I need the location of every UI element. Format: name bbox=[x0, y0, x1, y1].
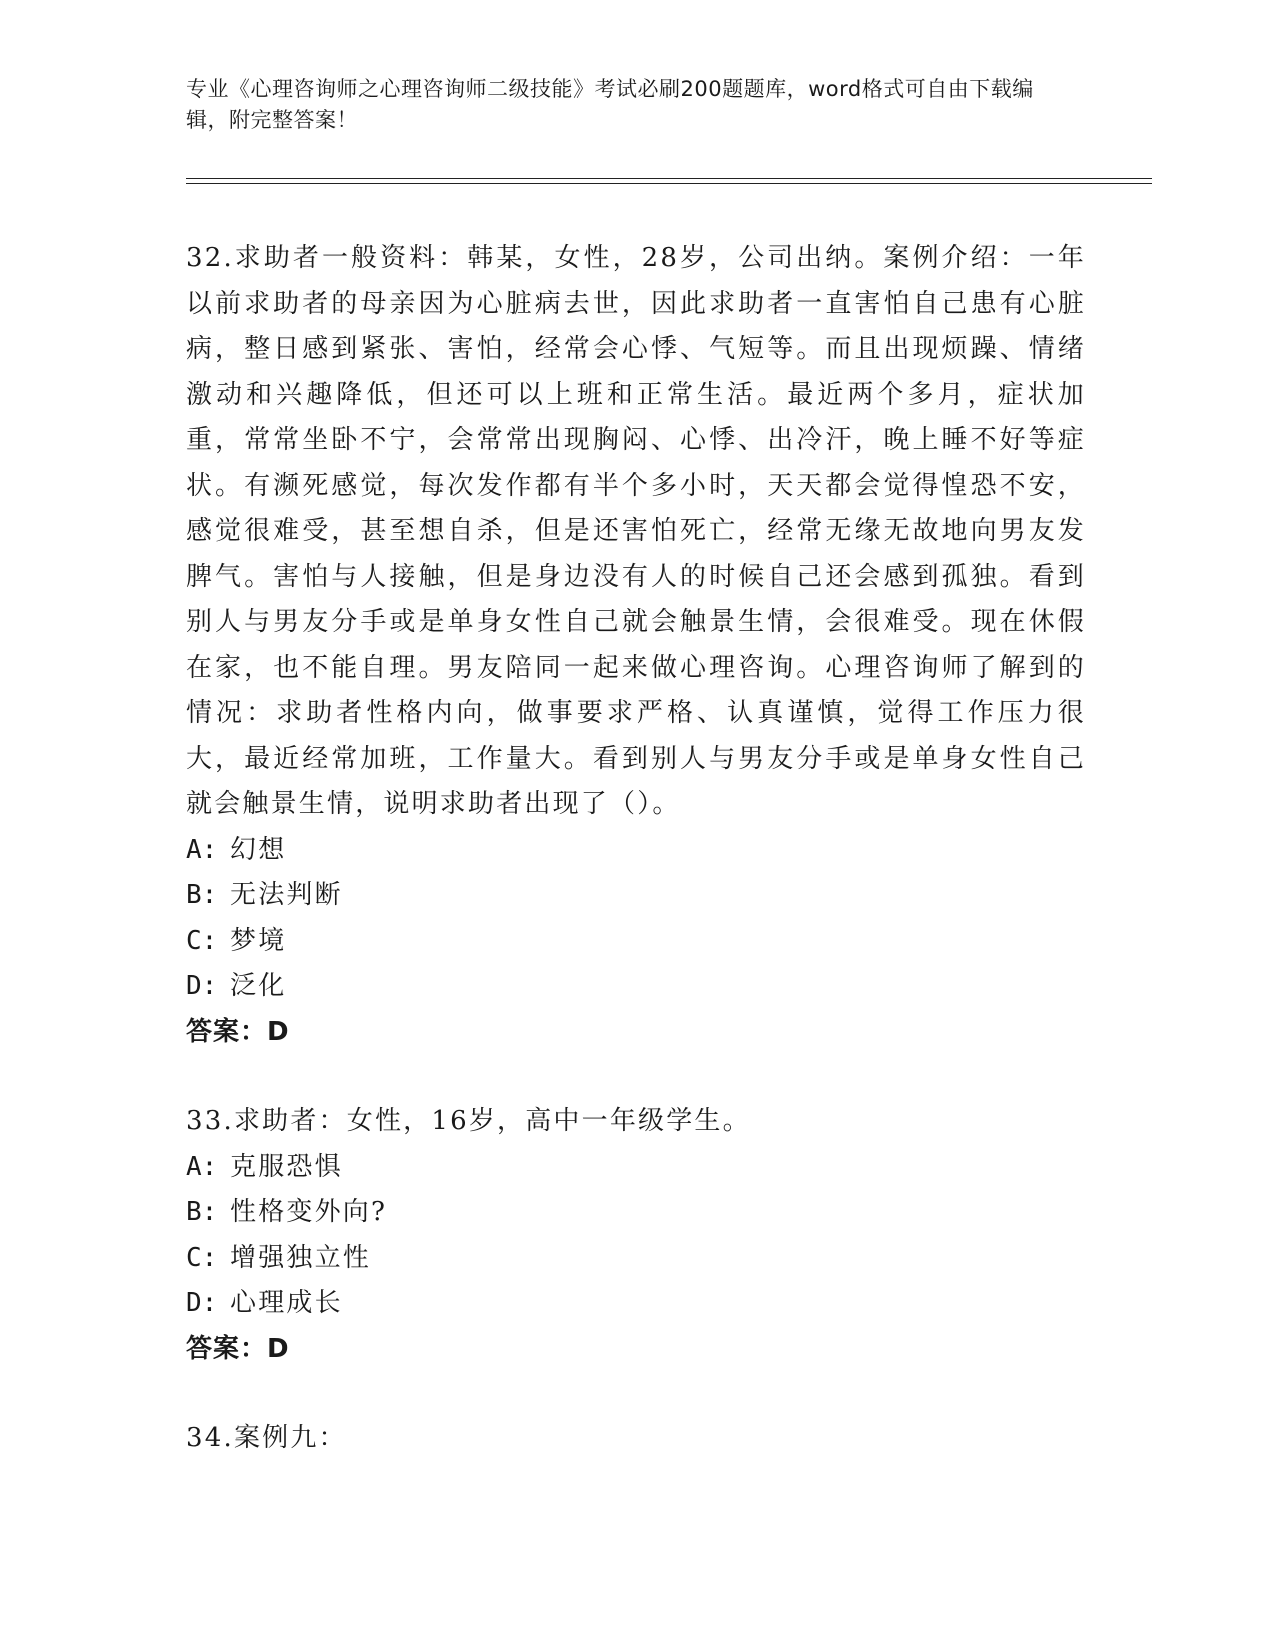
option-text: 克服恐惧 bbox=[230, 1151, 343, 1182]
option-text: 泛化 bbox=[230, 971, 287, 1001]
option-c bbox=[186, 919, 1086, 965]
option-label: D: bbox=[186, 971, 218, 1001]
header-rule-top bbox=[186, 178, 1152, 179]
answer-line: 答案：D bbox=[186, 1333, 290, 1364]
question-spacer bbox=[186, 1055, 1086, 1099]
question-stem: 32.求助者一般资料：韩某，女性，28岁，公司出纳。案例介绍：一年以前求助者的母亲因为心脏病去世，因此求助者一直害怕自己患有心脏病，整日感到紧张、害怕，经常会心悸、气短等。而且出现烦躁、情绪激动和兴趣降低，但还可以上班和正常生活。最近两个多月，症状加重，常常坐卧不宁，会常常出现胸闷、心悸、出冷汗，晚上睡不好等症状。有濒死感觉，每次发作都有半个多小时，天天都会觉得惶恐不安，感觉很难受，甚至想自杀，但是还害怕死亡，经常无缘无故地向男友发脾气。害怕与人接触，但是身边没有人的时候自己还会感到孤独。看到别人与男友分手或是单身女性自己就会触景生情，会很难受。现在休假在家，也不能自理。男友陪同一起来做心理咨询。心理咨询师了解到的情况：求助者性格内向，做事要求严格、认真谨慎，觉得工作压力很大，最近经常加班，工作量大。看到别人与男友分手或是单身女性自己就会触景生情，说明求助者出现了（）。 bbox=[186, 243, 1086, 819]
option-text: 无法判断 bbox=[230, 880, 343, 910]
option-a bbox=[186, 1145, 1086, 1191]
question-stem: 34.案例九： bbox=[186, 1423, 347, 1453]
question-33 bbox=[186, 1099, 1086, 1372]
question-34 bbox=[186, 1416, 1086, 1462]
option-text: 性格变外向? bbox=[230, 1197, 388, 1227]
option-label: C: bbox=[186, 1242, 218, 1273]
question-list bbox=[186, 236, 1086, 1462]
option-text: 幻想 bbox=[230, 834, 287, 865]
option-text: 心理成长 bbox=[230, 1288, 343, 1318]
question-stem: 33.求助者：女性，16岁，高中一年级学生。 bbox=[186, 1106, 751, 1136]
answer-line: 答案：D bbox=[186, 1016, 290, 1047]
option-label: B: bbox=[186, 880, 218, 910]
option-label: D: bbox=[186, 1288, 218, 1318]
option-d bbox=[186, 1281, 1086, 1327]
question-spacer bbox=[186, 1372, 1086, 1416]
option-a bbox=[186, 828, 1086, 874]
header-rule-bottom bbox=[186, 183, 1152, 184]
document-header: 专业《心理咨询师之心理咨询师二级技能》考试必刷200题题库，word格式可自由下载编辑，附完整答案！ bbox=[186, 77, 1034, 132]
question-32 bbox=[186, 236, 1086, 1055]
option-label: C: bbox=[186, 925, 218, 956]
option-label: A: bbox=[186, 1151, 218, 1182]
option-b bbox=[186, 873, 1086, 919]
option-c bbox=[186, 1236, 1086, 1282]
option-text: 增强独立性 bbox=[230, 1242, 372, 1273]
option-b bbox=[186, 1190, 1086, 1236]
option-text: 梦境 bbox=[230, 925, 287, 956]
option-label: A: bbox=[186, 834, 218, 865]
option-d bbox=[186, 964, 1086, 1010]
option-label: B: bbox=[186, 1197, 218, 1227]
